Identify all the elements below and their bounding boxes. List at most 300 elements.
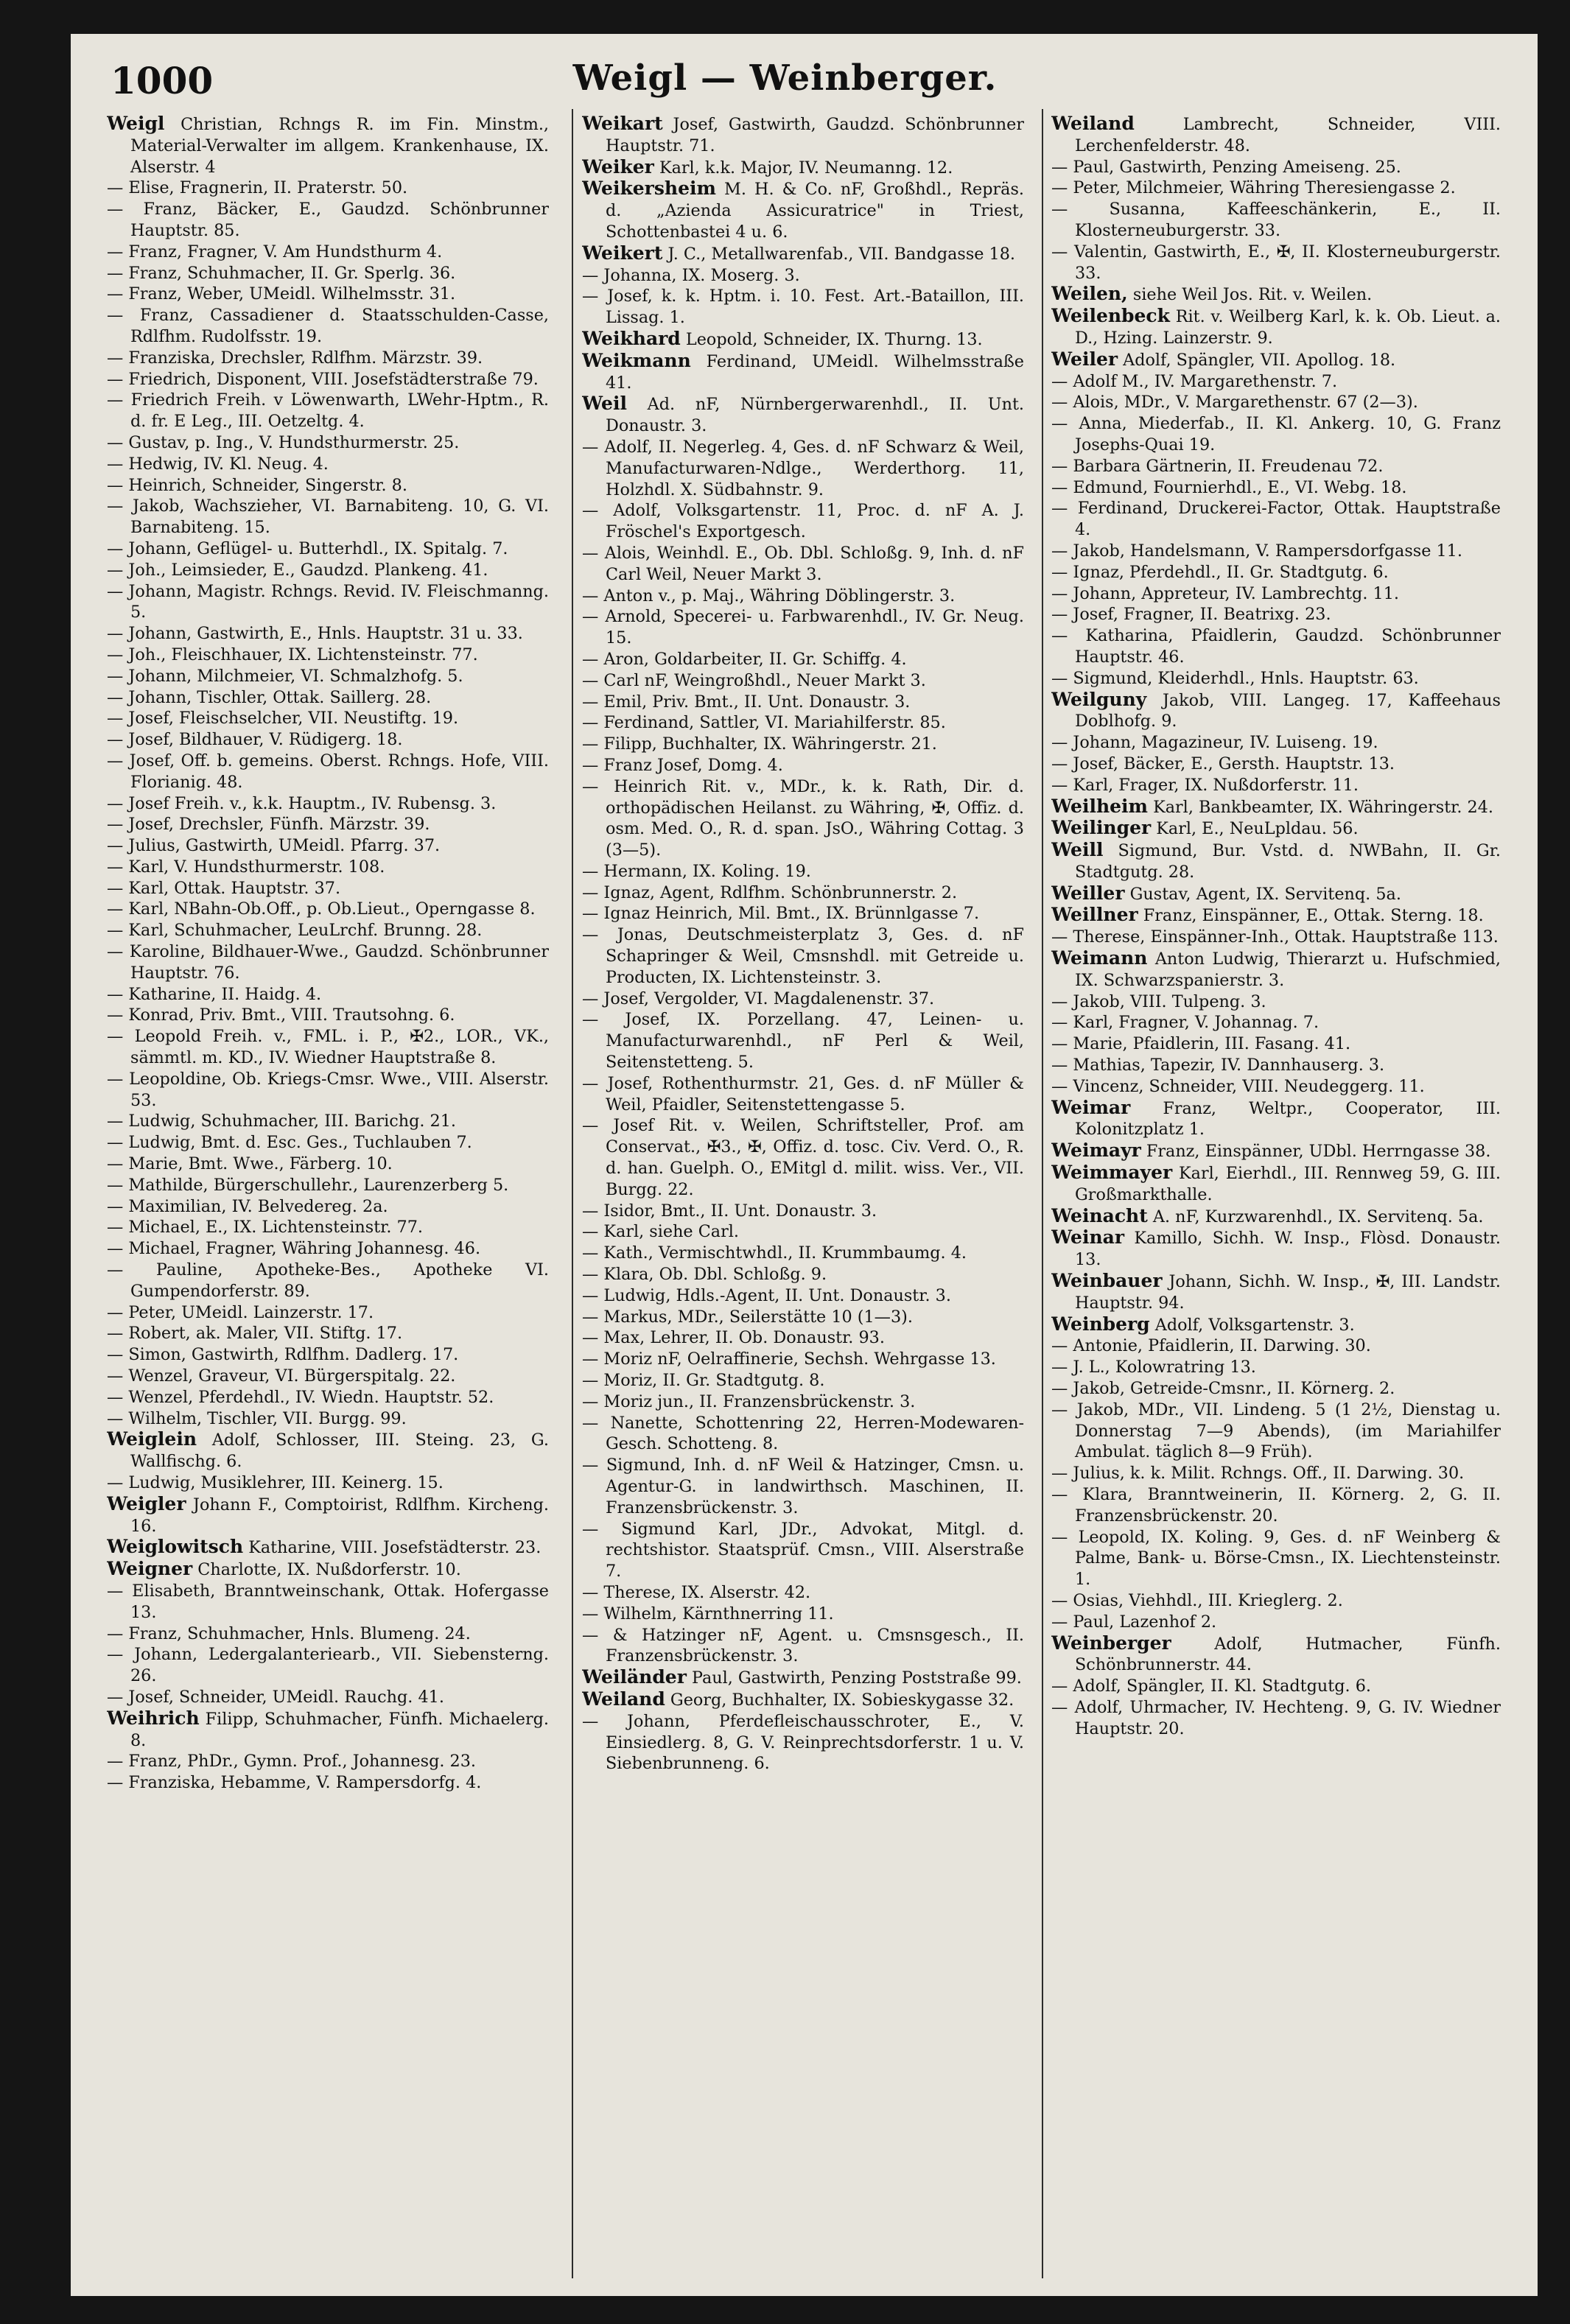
entry-text: — & Hatzinger nF, Agent. u. Cmsnsgesch., II. Franzensbrückenstr. 3. (582, 1625, 1024, 1666)
directory-entry (1051, 1033, 1501, 1055)
entry-text: — Franz, PhDr., Gymn. Prof., Johannesg. 23. (107, 1752, 476, 1772)
entry-surname: Weil (582, 393, 627, 415)
entry-text: — Franz, Schuhmacher, II. Gr. Sperlg. 36. (107, 263, 456, 283)
entry-text: — Filipp, Buchhalter, IX. Währingerstr. 21. (582, 734, 937, 754)
directory-entry (1051, 1162, 1501, 1206)
directory-entry (107, 560, 549, 581)
entry-text: — Alois, Weinhdl. E., Ob. Dbl. Schloßg. 9, Inh. d. nF Carl Weil, Neuer Markt 3. (582, 543, 1024, 584)
directory-entry (1051, 498, 1501, 541)
entry-surname: Weinacht (1051, 1204, 1148, 1226)
directory-entry (1051, 242, 1501, 284)
entry-text: — Emil, Priv. Bmt., II. Unt. Donaustr. 3. (582, 692, 911, 712)
directory-entry (107, 1537, 549, 1559)
entry-text: — Moriz, II. Gr. Stadtgutg. 8. (582, 1371, 825, 1391)
entry-text: — Vincenz, Schneider, VIII. Neudeggerg. 11. (1051, 1076, 1425, 1096)
entry-text: — Johann, Milchmeier, VI. Schmalzhofg. 5. (107, 666, 463, 686)
entry-surname: Weillner (1051, 904, 1138, 926)
directory-entry (582, 265, 1024, 287)
entry-text: Johann, Sichh. W. Insp., ✠, III. Landstr. Hauptstr. 94. (1075, 1272, 1501, 1313)
directory-entry (582, 1009, 1024, 1073)
entry-text: — Michael, Fragner, Währing Johannesg. 46. (107, 1239, 481, 1259)
directory-entry (107, 751, 549, 793)
directory-entry (1051, 625, 1501, 668)
entry-text: — Johann, Magistr. Rchngs. Revid. IV. Fleischmanng. 5. (107, 581, 549, 622)
directory-entry (107, 814, 549, 835)
entry-text: — Paul, Gastwirth, Penzing Ameiseng. 25. (1051, 157, 1401, 177)
entry-text: — Simon, Gastwirth, Rdlfhm. Dadlerg. 17. (107, 1345, 459, 1365)
directory-entry (1051, 392, 1501, 413)
entry-text: — Valentin, Gastwirth, E., ✠, II. Klosterneuburgerstr. 33. (1051, 242, 1501, 283)
directory-entry (107, 454, 549, 475)
entry-text: — Karl, siehe Carl. (582, 1222, 739, 1242)
entry-text: — Karl, Schuhmacher, LeuLrchf. Brunng. 28. (107, 921, 483, 941)
entry-text: siehe Weil Jos. Rit. v. Weilen. (1132, 285, 1373, 305)
directory-entry (107, 1026, 549, 1069)
directory-entry (107, 1559, 549, 1581)
directory-entry (582, 649, 1024, 670)
directory-entry (1051, 905, 1501, 927)
directory-entry (1051, 541, 1501, 562)
entry-surname: Weigner (107, 1558, 193, 1580)
entry-text: — Leopold, IX. Koling. 9, Ges. d. nF Weinberg & Palme, Bank- u. Börse-Cmsn., IX. Liechtensteinstr. 1. (1051, 1527, 1501, 1590)
directory-entry (107, 941, 549, 984)
entry-text: Karl, k.k. Major, IV. Neumanng. 12. (659, 158, 953, 178)
entry-text: — Julius, k. k. Milit. Rchngs. Off., II. Darwing. 30. (1051, 1464, 1465, 1484)
entry-text: — Karl, NBahn-Ob.Off., p. Ob.Lieut., Operngasse 8. (107, 899, 536, 919)
entry-surname: Weimar (1051, 1096, 1131, 1118)
entry-text: — Ludwig, Bmt. d. Esc. Ges., Tuchlauben 7. (107, 1133, 472, 1153)
entry-text: — Paul, Lazenhof 2. (1051, 1612, 1217, 1632)
entry-text: — Heinrich, Schneider, Singerstr. 8. (107, 475, 407, 495)
directory-entry (107, 920, 549, 941)
entry-text: — Josef, Fleischselcher, VII. Neustiftg. 19. (107, 709, 459, 729)
directory-entry (107, 538, 549, 560)
entry-surname: Weiler (1051, 348, 1118, 370)
entry-text: — Ferdinand, Sattler, VI. Mariahilferstr. 85. (582, 713, 946, 733)
entry-text: Adolf, Schlosser, III. Steing. 23, G. Wallfischg. 6. (130, 1430, 549, 1472)
directory-entry (107, 263, 549, 284)
directory-entry (107, 1623, 549, 1645)
entry-text: — Franz, Weber, UMeidl. Wilhelmsstr. 31. (107, 284, 456, 304)
directory-entry (1051, 1335, 1501, 1357)
entry-text: — Ludwig, Schuhmacher, III. Barichg. 21. (107, 1112, 457, 1131)
directory-entry (107, 1494, 549, 1537)
directory-entry (107, 432, 549, 454)
directory-entry (1051, 689, 1501, 733)
scan-border-top (0, 0, 1570, 34)
directory-entry (1051, 1676, 1501, 1697)
directory-entry (1051, 1633, 1501, 1677)
entry-text: — Gustav, p. Ing., V. Hundsthurmerstr. 25. (107, 432, 460, 452)
directory-entry (107, 1344, 549, 1366)
entry-text: Karl, Bankbeamter, IX. Währingerstr. 24. (1153, 797, 1493, 817)
entry-text: — Therese, IX. Alserstr. 42. (582, 1582, 811, 1602)
entry-text: — Karl, Frager, IX. Nußdorferstr. 11. (1051, 775, 1359, 795)
directory-entry (1051, 668, 1501, 689)
entry-text: Filipp, Schuhmacher, Fünfh. Michaelerg. 8. (130, 1709, 549, 1750)
entry-text: — Kath., Vermischtwhdl., II. Krummbaumg. 4. (582, 1243, 967, 1263)
entry-text: — Mathias, Tapezir, IV. Dannhauserg. 3. (1051, 1056, 1385, 1075)
directory-entry (107, 1323, 549, 1344)
entry-text: — Alois, MDr., V. Margarethenstr. 67 (2—3). (1051, 393, 1418, 413)
entry-text: — Osias, Viehhdl., III. Krieglerg. 2. (1051, 1590, 1343, 1610)
entry-text: — Josef, Schneider, UMeidl. Rauchg. 41. (107, 1687, 444, 1707)
entry-text: — Marie, Pfaidlerin, III. Fasang. 41. (1051, 1034, 1351, 1054)
entry-surname: Weill (1051, 839, 1104, 861)
entry-text: — Josef, Bildhauer, V. Rüdigerg. 18. (107, 730, 403, 750)
entry-text: — Josef, Rothenthurmstr. 21, Ges. d. nF Müller & Weil, Pfaidler, Seitenstettengasse 5. (582, 1073, 1024, 1114)
entry-text: — Karl, Ottak. Hauptstr. 37. (107, 878, 341, 898)
directory-entry (582, 1391, 1024, 1413)
directory-entry (582, 1519, 1024, 1582)
entry-text: — Joh., Fleischhauer, IX. Lichtensteinstr. 77. (107, 645, 478, 664)
entry-text: Sigmund, Bur. Vstd. d. NWBahn, II. Gr. Stadtgutg. 28. (1075, 841, 1501, 882)
entry-text: — Marie, Bmt. Wwe., Färberg. 10. (107, 1154, 393, 1174)
entry-text: — Johann, Gastwirth, E., Hnls. Hauptstr. 31 u. 33. (107, 624, 523, 644)
scan-border-left (0, 0, 71, 2324)
directory-entry (1051, 349, 1501, 371)
directory-entry (1051, 1055, 1501, 1076)
directory-entry (1051, 371, 1501, 393)
entry-text: — Jakob, VIII. Tulpeng. 3. (1051, 991, 1266, 1011)
directory-entry (107, 369, 549, 390)
entry-surname: Weiländer (582, 1666, 687, 1688)
entry-text: — Johann, Tischler, Ottak. Saillerg. 28. (107, 687, 432, 707)
entry-text: — Sigmund Karl, JDr., Advokat, Mitgl. d. rechtshistor. Staatsprüf. Cmsn., VIII. Alserstraße 7. (582, 1519, 1024, 1581)
directory-entry (107, 666, 549, 687)
entry-text: — J. L., Kolowratring 13. (1051, 1358, 1256, 1377)
entry-text: — Jakob, Getreide-Cmsnr., II. Körnerg. 2. (1051, 1379, 1395, 1399)
column-rule (572, 109, 573, 2278)
directory-entry (582, 882, 1024, 904)
entry-text: — Wenzel, Graveur, VI. Bürgerspitalg. 22. (107, 1366, 456, 1386)
entry-text: — Adolf, Spängler, II. Kl. Stadtgutg. 6. (1051, 1677, 1371, 1696)
directory-entry (1051, 818, 1501, 840)
directory-entry (582, 1201, 1024, 1222)
directory-entry (1051, 1098, 1501, 1141)
entry-text: — Friedrich, Disponent, VIII. Josefstädterstraße 79. (107, 369, 539, 389)
entry-surname: Weigl (107, 113, 165, 134)
directory-entry (107, 687, 549, 709)
entry-text: — Josef, k. k. Hptm. i. 10. Fest. Art.-Bataillon, III. Lissag. 1. (582, 287, 1024, 328)
entry-surname: Weihrich (107, 1707, 200, 1729)
entry-text: Jakob, VIII. Langeg. 17, Kaffeehaus Doblhofg. 9. (1075, 690, 1501, 731)
entry-text: Josef, Gastwirth, Gaudzd. Schönbrunner Hauptstr. 71. (606, 115, 1024, 155)
entry-text: — Pauline, Apotheke-Bes., Apotheke VI. Gumpendorferstr. 89. (107, 1260, 549, 1301)
entry-text: — Klara, Ob. Dbl. Schloßg. 9. (582, 1265, 827, 1285)
entry-text: — Josef, IX. Porzellang. 47, Leinen- u. Manufacturwarenhdl., nF Perl & Weil, Seitenstetteng. 5. (582, 1010, 1024, 1073)
directory-entry (582, 1455, 1024, 1518)
entry-text: — Katharine, II. Haidg. 4. (107, 984, 322, 1004)
entry-text: — Johanna, IX. Moserg. 3. (582, 265, 800, 285)
directory-entry (107, 178, 549, 199)
entry-text: — Antonie, Pfaidlerin, II. Darwing. 30. (1051, 1336, 1371, 1356)
entry-text: — Josef, Off. b. gemeins. Oberst. Rchngs. Hofe, VIII. Florianig. 48. (107, 751, 549, 792)
entry-surname: Weiglein (107, 1428, 197, 1450)
directory-entry (582, 1604, 1024, 1625)
directory-entry (107, 1387, 549, 1408)
entry-text: — Anna, Miederfab., II. Kl. Ankerg. 10, G. Franz Josephs-Quai 19. (1051, 414, 1501, 454)
entry-text: — Johann, Pferdefleischausschroter, E., V. Einsiedlerg. 8, G. V. Reinprechtsdorferstr. 1 u. V. Siebenbrunneng. 6. (582, 1711, 1024, 1774)
entry-text: Paul, Gastwirth, Penzing Poststraße 99. (691, 1668, 1022, 1688)
directory-entry (107, 1751, 549, 1772)
entry-text: — Karl, V. Hundsthurmerstr. 108. (107, 857, 385, 877)
directory-entry (582, 776, 1024, 861)
directory-entry (582, 1625, 1024, 1668)
directory-entry (107, 899, 549, 920)
entry-text: — Adolf, Uhrmacher, IV. Hechteng. 9, G. IV. Wiedner Hauptstr. 20. (1051, 1697, 1501, 1738)
directory-entry (1051, 1357, 1501, 1378)
entry-text: — Leopold Freih. v., FML. i. P., ✠2., LOR., VK., sämmtl. m. KD., IV. Wiedner Hauptstraße 8. (107, 1027, 549, 1068)
entry-text: — Joh., Leimsieder, E., Gaudzd. Plankeng. 41. (107, 560, 488, 580)
directory-entry (1051, 1463, 1501, 1484)
entry-surname: Weimann (1051, 947, 1148, 969)
directory-entry (582, 606, 1024, 649)
page-number: 1000 (111, 59, 214, 102)
entry-text: — Wenzel, Pferdehdl., IV. Wiedn. Hauptstr. 52. (107, 1387, 494, 1407)
entry-text: — Anton v., p. Maj., Währing Döblingerstr. 3. (582, 586, 956, 605)
directory-entry (582, 670, 1024, 692)
entry-text: — Ignaz Heinrich, Mil. Bmt., IX. Brünnlgasse 7. (582, 904, 980, 924)
column-rule (1042, 109, 1043, 2278)
directory-entry (582, 393, 1024, 437)
directory-entry (582, 1370, 1024, 1391)
entry-text: Anton Ludwig, Thierarzt u. Hufschmied, IX. Schwarzspanierstr. 3. (1075, 949, 1501, 990)
directory-entry (582, 500, 1024, 543)
directory-entry (582, 1711, 1024, 1774)
entry-surname: Weikhard (582, 327, 681, 349)
directory-entry (1051, 562, 1501, 583)
directory-entry (582, 1667, 1024, 1689)
entry-text: — Peter, Milchmeier, Währing Theresiengasse 2. (1051, 178, 1456, 198)
entry-text: Katharine, VIII. Josefstädterstr. 23. (248, 1538, 542, 1558)
entry-text: M. H. & Co. nF, Großhdl., Repräs. d. „Azienda Assicuratrice" in Triest, Schottenbastei 4 u. 6. (606, 180, 1024, 242)
entry-text: — Ignaz, Agent, Rdlfhm. Schönbrunnerstr. 2. (582, 882, 958, 902)
entry-text: — Franz, Bäcker, E., Gaudzd. Schönbrunner Hauptstr. 85. (107, 200, 549, 240)
entry-text: — Johann, Magazineur, IV. Luiseng. 19. (1051, 733, 1378, 753)
directory-entry (582, 755, 1024, 776)
directory-entry (107, 1154, 549, 1175)
entry-text: — Josef, Drechsler, Fünfh. Märzstr. 39. (107, 815, 430, 835)
entry-text: — Edmund, Fournierhdl., E., VI. Webg. 18. (1051, 477, 1407, 497)
directory-entry (107, 475, 549, 496)
page-title: Weigl — Weinberger. (572, 57, 998, 99)
entry-text: — Johann, Ledergalanteriearb., VII. Siebensterng. 26. (107, 1645, 549, 1686)
directory-entry (582, 1689, 1024, 1711)
entry-text: — Barbara Gärtnerin, II. Freudenau 72. (1051, 456, 1384, 476)
entry-text: Franz, Einspänner, E., Ottak. Sterng. 18. (1143, 906, 1484, 926)
entry-surname: Weinberger (1051, 1632, 1171, 1654)
directory-entry (107, 390, 549, 432)
entry-text: — Moriz nF, Oelraffinerie, Sechsh. Wehrgasse 13. (582, 1349, 996, 1369)
directory-entry (582, 1285, 1024, 1307)
entry-text: — Konrad, Priv. Bmt., VIII. Trautsohng. 6. (107, 1005, 455, 1025)
directory-entry (1051, 1612, 1501, 1633)
entry-text: — Julius, Gastwirth, UMeidl. Pfarrg. 37. (107, 836, 441, 856)
entry-text: — Karl, Fragner, V. Johannag. 7. (1051, 1013, 1320, 1033)
directory-entry (582, 924, 1024, 988)
entry-text: Gustav, Agent, IX. Servitenq. 5a. (1129, 884, 1401, 904)
entry-text: A. nF, Kurzwarenhdl., IX. Servitenq. 5a. (1152, 1207, 1484, 1226)
directory-entry (1051, 840, 1501, 883)
entry-text: — Mathilde, Bürgerschullehr., Laurenzerberg 5. (107, 1175, 509, 1195)
entry-surname: Weilheim (1051, 795, 1148, 817)
entry-text: Ad. nF, Nürnbergerwarenhdl., II. Unt. Donaustr. 3. (606, 395, 1024, 436)
directory-entry (107, 1687, 549, 1708)
entry-text: — Elisabeth, Branntweinschank, Ottak. Hofergasse 13. (107, 1581, 549, 1622)
entry-surname: Weikersheim (582, 178, 716, 200)
directory-entry (107, 793, 549, 815)
entry-text: — Karoline, Bildhauer-Wwe., Gaudzd. Schönbrunner Hauptstr. 76. (107, 942, 549, 983)
directory-entry (107, 645, 549, 666)
directory-entry (1051, 754, 1501, 775)
directory-entry (107, 835, 549, 857)
entry-text: Christian, Rchngs R. im Fin. Minstm., Material-Verwalter im allgem. Krankenhause, IX. Alserstr. 4 (130, 115, 549, 177)
entry-text: — Josef, Bäcker, E., Gersth. Hauptstr. 13. (1051, 754, 1395, 773)
directory-entry (582, 437, 1024, 500)
entry-surname: Weiland (582, 1688, 665, 1710)
entry-text: — Peter, UMeidl. Lainzerstr. 17. (107, 1302, 374, 1322)
entry-surname: Weiland (1051, 113, 1135, 134)
entry-text: — Adolf M., IV. Margarethenstr. 7. (1051, 371, 1338, 391)
directory-entry (582, 1243, 1024, 1264)
directory-entry (107, 1217, 549, 1238)
entry-text: — Ludwig, Musiklehrer, III. Keinerg. 15. (107, 1473, 444, 1492)
directory-entry (1051, 1697, 1501, 1740)
directory-entry (107, 1132, 549, 1154)
entry-text: — Wilhelm, Tischler, VII. Burgg. 99. (107, 1408, 407, 1428)
entry-text: — Jonas, Deutschmeisterplatz 3, Ges. d. nF Schapringer & Weil, Cmsnshdl. mit Getreide u. Producten, IX. Lichtensteinstr. 3. (582, 925, 1024, 987)
entry-text: Leopold, Schneider, IX. Thurng. 13. (685, 329, 983, 349)
entry-surname: Weimayr (1051, 1140, 1141, 1162)
entry-text: — Josef, Fragner, II. Beatrixg. 23. (1051, 605, 1331, 625)
directory-entry (1051, 604, 1501, 625)
directory-entry (107, 1238, 549, 1260)
directory-entry (1051, 1271, 1501, 1314)
entry-surname: Weilinger (1051, 817, 1152, 839)
directory-entry (582, 351, 1024, 394)
entry-text: Ferdinand, UMeidl. Wilhelmsstraße 41. (606, 351, 1024, 393)
directory-entry (1051, 1227, 1501, 1271)
directory-entry (107, 1644, 549, 1687)
directory-entry (582, 1221, 1024, 1243)
entry-text: Adolf, Hutmacher, Fünfh. Schönbrunnerstr. 44. (1075, 1634, 1501, 1675)
directory-entry (1051, 113, 1501, 157)
directory-entry (582, 1349, 1024, 1370)
directory-entry (107, 878, 549, 899)
entry-surname: Weikert (582, 242, 663, 264)
directory-entry (107, 708, 549, 729)
entry-text: J. C., Metallwarenfab., VII. Bandgasse 18. (667, 244, 1016, 264)
directory-entry (1051, 1527, 1501, 1590)
scan-border-right (1538, 0, 1570, 2324)
entry-surname: Weilguny (1051, 688, 1147, 710)
directory-entry (582, 113, 1024, 157)
directory-entry (1051, 456, 1501, 477)
entry-text: — Isidor, Bmt., II. Unt. Donaustr. 3. (582, 1201, 877, 1221)
directory-entry (1051, 796, 1501, 818)
directory-entry (1051, 413, 1501, 456)
entry-text: Franz, Weltpr., Cooperator, III. Kolonitzplatz 1. (1075, 1098, 1501, 1140)
directory-entry (582, 1582, 1024, 1604)
directory-column-1 (107, 113, 549, 2286)
directory-entry (1051, 1400, 1501, 1463)
directory-entry (582, 1327, 1024, 1349)
directory-entry (1051, 732, 1501, 754)
directory-entry (107, 581, 549, 624)
directory-entry (1051, 883, 1501, 905)
entry-text: — Franz, Fragner, V. Am Hundsthurm 4. (107, 242, 443, 261)
entry-text: — Leopoldine, Ob. Kriegs-Cmsr. Wwe., VIII. Alserstr. 53. (107, 1069, 549, 1110)
directory-entry (1051, 1012, 1501, 1033)
directory-entry (107, 1005, 549, 1026)
entry-surname: Weigler (107, 1492, 186, 1514)
entry-text: — Ignaz, Pferdehdl., II. Gr. Stadtgutg. 6. (1051, 562, 1389, 582)
directory-entry (107, 1260, 549, 1302)
directory-entry (582, 989, 1024, 1010)
directory-entry (1051, 583, 1501, 605)
entry-text: — Adolf, Volksgartenstr. 11, Proc. d. nF A. J. Fröschel's Exportgesch. (582, 501, 1024, 542)
directory-entry (107, 113, 549, 178)
entry-text: Adolf, Volksgartenstr. 3. (1154, 1315, 1355, 1335)
entry-text: — Hedwig, IV. Kl. Neug. 4. (107, 454, 329, 474)
directory-entry (107, 1366, 549, 1387)
directory-entry (107, 305, 549, 348)
directory-entry (107, 1708, 549, 1752)
directory-column-3 (1051, 113, 1501, 2286)
entry-text: — Ludwig, Hdls.-Agent, II. Unt. Donaustr. 3. (582, 1285, 951, 1305)
directory-entry (107, 1772, 549, 1794)
directory-entry (582, 734, 1024, 755)
entry-text: — Franziska, Drechsler, Rdlfhm. Märzstr. 39. (107, 348, 483, 368)
directory-entry (107, 1069, 549, 1112)
entry-text: — Josef Rit. v. Weilen, Schriftsteller, Prof. am Conservat., ✠3., ✠, Offiz. d. tosc. Civ. Verd. O., R. d. han. Guelph. O., EMitgl d. milit. wiss. Ver., VII. Burgg. 22. (582, 1116, 1024, 1199)
entry-text: — Friedrich Freih. v Löwenwarth, LWehr-Hptm., R. d. fr. E Leg., III. Oetzeltg. 4. (107, 390, 549, 432)
entry-text: — Josef, Vergolder, VI. Magdalenenstr. 37. (582, 989, 935, 1008)
directory-entry (1051, 948, 1501, 991)
directory-entry (1051, 1378, 1501, 1400)
entry-surname: Weikmann (582, 349, 691, 371)
directory-entry (107, 1408, 549, 1430)
directory-entry (1051, 1484, 1501, 1527)
entry-text: — Elise, Fragnerin, II. Praterstr. 50. (107, 178, 408, 198)
directory-entry (1051, 199, 1501, 242)
directory-entry (1051, 927, 1501, 948)
directory-entry (107, 199, 549, 242)
entry-surname: Weilenbeck (1051, 305, 1170, 327)
entry-text: — Jakob, MDr., VII. Lindeng. 5 (1 2½, Dienstag u. Donnerstag 7—9 Abends), (im Mariahilfer Ambulat. täglich 8—9 Früh). (1051, 1400, 1501, 1462)
entry-text: — Nanette, Schottenring 22, Herren-Modewaren-Gesch. Schotteng. 8. (582, 1413, 1024, 1454)
entry-text: — Johann, Geflügel- u. Butterhdl., IX. Spitalg. 7. (107, 538, 508, 558)
directory-entry (107, 1581, 549, 1623)
entry-surname: Weiglowitsch (107, 1536, 244, 1558)
entry-text: — Franz Josef, Domg. 4. (582, 755, 783, 775)
directory-entry (1051, 178, 1501, 199)
entry-text: — Michael, E., IX. Lichtensteinstr. 77. (107, 1218, 424, 1238)
directory-entry (1051, 284, 1501, 306)
entry-text: — Sigmund, Kleiderhdl., Hnls. Hauptstr. 63. (1051, 668, 1419, 688)
directory-entry (582, 903, 1024, 924)
entry-text: — Josef Freih. v., k.k. Hauptm., IV. Rubensg. 3. (107, 793, 497, 813)
directory-entry (582, 586, 1024, 607)
directory-entry (107, 1429, 549, 1472)
entry-text: — Therese, Einspänner-Inh., Ottak. Hauptstraße 113. (1051, 927, 1499, 947)
directory-entry (1051, 991, 1501, 1013)
entry-text: Rit. v. Weilberg Karl, k. k. Ob. Lieut. a. D., Hzing. Lainzerstr. 9. (1075, 307, 1501, 348)
entry-text: — Wilhelm, Kärnthnerring 11. (582, 1604, 834, 1623)
entry-text: Karl, Eierhdl., III. Rennweg 59, G. III. Großmarkthalle. (1075, 1164, 1501, 1204)
entry-text: — Adolf, II. Negerleg. 4, Ges. d. nF Schwarz & Weil, Manufacturwaren-Ndlge., Werderthorg. 11, Holzhdl. X. Südbahnstr. 9. (582, 437, 1024, 499)
